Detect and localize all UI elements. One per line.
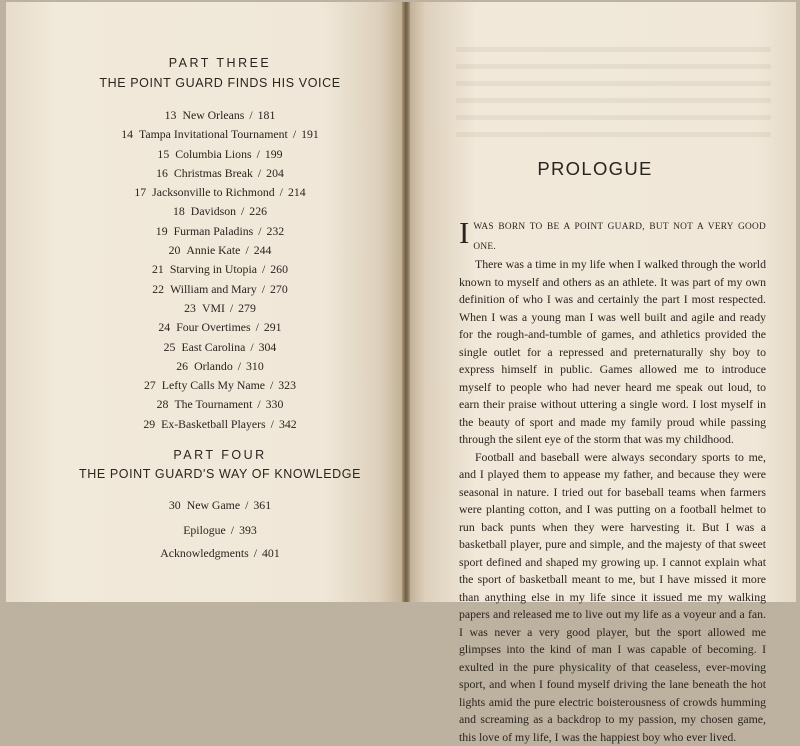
page-separator: / <box>256 320 259 334</box>
page-separator: / <box>254 546 257 560</box>
chapter-number: 24 <box>158 320 170 334</box>
part-three-chapter-list <box>40 106 400 434</box>
toc-entry <box>40 519 400 542</box>
chapter-title: Orlando <box>194 359 233 373</box>
chapter-title: Starving in Utopia <box>170 262 257 276</box>
chapter-title: East Carolina <box>181 340 245 354</box>
entry-title: Epilogue <box>183 523 226 537</box>
page-separator: / <box>293 127 296 141</box>
prologue-text <box>459 217 766 746</box>
chapter-page: 304 <box>259 340 277 354</box>
chapter-number: 25 <box>164 340 176 354</box>
page-separator: / <box>258 166 261 180</box>
chapter-number: 21 <box>152 262 164 276</box>
page-separator: / <box>257 147 260 161</box>
toc-entry <box>40 376 400 395</box>
entry-page: 401 <box>262 546 280 560</box>
toc-entry <box>40 299 400 318</box>
chapter-title: Ex-Basketball Players <box>161 417 266 431</box>
chapter-title: Davidson <box>191 204 236 218</box>
chapter-title: Jacksonville to Richmond <box>152 185 275 199</box>
toc-entry <box>40 106 400 125</box>
prologue-paragraph-1 <box>459 217 766 449</box>
chapter-number: 19 <box>156 224 168 238</box>
chapter-number: 30 <box>169 498 181 512</box>
chapter-page: 214 <box>288 185 306 199</box>
bleed-through-text <box>456 47 771 149</box>
page-separator: / <box>262 262 265 276</box>
drop-cap: I <box>459 219 469 247</box>
toc-entry <box>40 415 400 434</box>
page-separator: / <box>258 224 261 238</box>
chapter-page: 232 <box>267 224 285 238</box>
page-separator: / <box>249 108 252 122</box>
chapter-title: Four Overtimes <box>176 320 250 334</box>
chapter-page: 260 <box>270 262 288 276</box>
chapter-title: Lefty Calls My Name <box>162 378 265 392</box>
toc-entry <box>40 338 400 357</box>
chapter-title: Annie Kate <box>186 243 240 257</box>
chapter-number: 15 <box>157 147 169 161</box>
toc-entry <box>40 164 400 183</box>
chapter-title: Tampa Invitational Tournament <box>139 127 288 141</box>
chapter-number: 27 <box>144 378 156 392</box>
entry-title: Acknowledgments <box>160 546 248 560</box>
chapter-number: 23 <box>184 301 196 315</box>
chapter-page: 279 <box>238 301 256 315</box>
page-separator: / <box>230 301 233 315</box>
chapter-number: 17 <box>134 185 146 199</box>
chapter-number: 18 <box>173 204 185 218</box>
chapter-page: 181 <box>258 108 276 122</box>
chapter-number: 22 <box>152 282 164 296</box>
chapter-title: William and Mary <box>170 282 257 296</box>
part-four-label: PART FOUR <box>40 448 400 462</box>
chapter-page: 199 <box>265 147 283 161</box>
toc-entry <box>40 241 400 260</box>
chapter-number: 26 <box>176 359 188 373</box>
chapter-number: 13 <box>165 108 177 122</box>
chapter-title: VMI <box>202 301 225 315</box>
page-separator: / <box>238 359 241 373</box>
opening-line: WAS BORN TO BE A POINT GUARD, BUT NOT A VERY GOOD ONE. <box>473 222 766 252</box>
chapter-number: 29 <box>143 417 155 431</box>
part-four-title: THE POINT GUARD'S WAY OF KNOWLEDGE <box>40 467 400 481</box>
chapter-title: Furman Paladins <box>174 224 254 238</box>
chapter-page: 226 <box>249 204 267 218</box>
part-three-label: PART THREE <box>40 56 400 70</box>
chapter-page: 330 <box>266 397 284 411</box>
chapter-page: 310 <box>246 359 264 373</box>
page-separator: / <box>241 204 244 218</box>
chapter-title: The Tournament <box>174 397 252 411</box>
toc-entry <box>40 145 400 164</box>
chapter-page: 361 <box>253 498 271 512</box>
chapter-title: Christmas Break <box>174 166 253 180</box>
page-separator: / <box>257 397 260 411</box>
page-separator: / <box>280 185 283 199</box>
toc-entry <box>40 357 400 376</box>
back-matter-list <box>40 519 400 565</box>
chapter-number: 20 <box>169 243 181 257</box>
page-separator: / <box>245 498 248 512</box>
prologue-heading: PROLOGUE <box>400 158 790 180</box>
table-of-contents <box>40 56 400 565</box>
chapter-page: 191 <box>301 127 319 141</box>
toc-entry <box>40 542 400 565</box>
entry-page: 393 <box>239 523 257 537</box>
toc-entry <box>40 222 400 241</box>
chapter-page: 323 <box>278 378 296 392</box>
page-separator: / <box>245 243 248 257</box>
page-separator: / <box>262 282 265 296</box>
prologue-paragraph-2: Football and baseball were always secondary sports to me, and I played them to appease my father, and because they were seasonal in nature. I tried out for baseball teams when farmers were planting cotton, and I was putting on a football helmet to run back punts when they were harvesting it. But I was a basketball player, pure and simple, and the majesty of that sweet sport defined and shaped my growing up. I cannot explain what the sport of basketball meant to me, but I have missed it more than anything else in my life since it issued me my walking papers and released me to live out my life as a voyeur and a fan. I was never a very good player, but the sport allowed me glimpses into the kind of man I was capable of becoming. I exulted in the pure physicality of that ceaseless, ever-moving sport, and when I found myself driving the lane beneath the hot lights amid the pure electric boisterousness of crowds humming and screaming as a backdrop to my passion, my chosen game, this love of my life, I was the happiest boy who ever lived. <box>459 449 766 746</box>
toc-entry <box>40 260 400 279</box>
part-three-title: THE POINT GUARD FINDS HIS VOICE <box>40 76 400 90</box>
chapter-title: New Game <box>187 498 240 512</box>
page-separator: / <box>270 378 273 392</box>
toc-entry <box>40 202 400 221</box>
toc-entry <box>40 280 400 299</box>
page-separator: / <box>250 340 253 354</box>
toc-entry <box>40 318 400 337</box>
chapter-page: 204 <box>266 166 284 180</box>
chapter-number: 28 <box>157 397 169 411</box>
toc-entry <box>40 125 400 144</box>
chapter-page: 342 <box>279 417 297 431</box>
chapter-title: Columbia Lions <box>175 147 251 161</box>
page-separator: / <box>231 523 234 537</box>
page-separator: / <box>271 417 274 431</box>
chapter-page: 270 <box>270 282 288 296</box>
chapter-title: New Orleans <box>182 108 244 122</box>
toc-entry <box>40 395 400 414</box>
chapter-page: 291 <box>264 320 282 334</box>
chapter-number: 16 <box>156 166 168 180</box>
toc-entry <box>40 183 400 202</box>
paragraph-1-body: There was a time in my life when I walked through the world known to myself and others as an athlete. It was part of my own definition of who I was and certainly the part I most respected. When I was a young man I was well built and agile and ready for the rough-and-tumble of games, and athletics provided the single outlet for a repressed and preternaturally shy boy to express himself in public. Games allowed me to introduce myself to people who had never heard me speak out loud, to earn their praise without uttering a single word. I lost myself in the beauty of sport and made my family proud while passing through the silent eye of the storm that was my childhood. <box>459 257 766 446</box>
chapter-number: 14 <box>121 127 133 141</box>
book-gutter <box>402 2 410 602</box>
toc-entry <box>40 496 400 515</box>
chapter-page: 244 <box>254 243 272 257</box>
part-four-chapter-list <box>40 496 400 515</box>
